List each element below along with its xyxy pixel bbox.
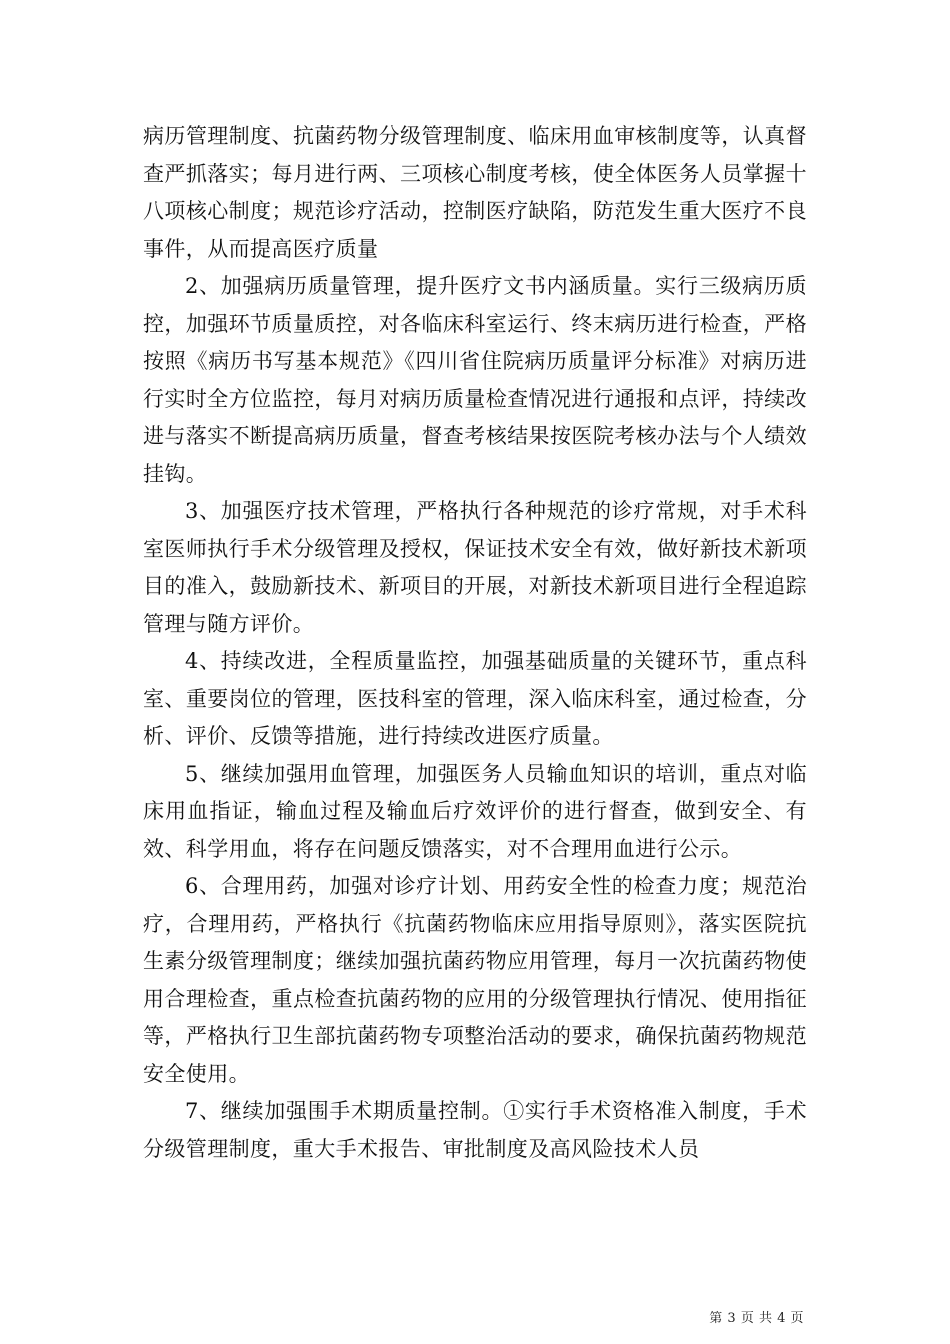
- paragraph-4: 4、持续改进，全程质量监控，加强基础质量的关键环节，重点科室、重要岗位的管理，医技科室的管理，深入临床科室，通过检查，分析、评价、反馈等措施，进行持续改进医疗质量。: [143, 649, 807, 748]
- paragraph-7: 7、继续加强围手术期质量控制。①实行手术资格准入制度，手术分级管理制度，重大手术报告、审批制度及高风险技术人员: [143, 1099, 807, 1161]
- paragraph-6: 6、合理用药，加强对诊疗计划、用药安全性的检查力度；规范治疗，合理用药，严格执行《抗菌药物临床应用指导原则》，落实医院抗生素分级管理制度；继续加强抗菌药物应用管理，每月一次抗菌药物使用合理检查，重点检查抗菌药物的应用的分级管理执行情况、使用指征等，严格执行卫生部抗菌药物专项整治活动的要求，确保抗菌药物规范安全使用。: [143, 874, 807, 1086]
- paragraph-continued: 病历管理制度、抗菌药物分级管理制度、临床用血审核制度等，认真督查严抓落实；每月进行两、三项核心制度考核，使全体医务人员掌握十八项核心制度；规范诊疗活动，控制医疗缺陷，防范发生重大医疗不良事件，从而提高医疗质量: [143, 124, 807, 261]
- document-body: [143, 118, 807, 1168]
- paragraph-3: 3、加强医疗技术管理，严格执行各种规范的诊疗常规，对手术科室医师执行手术分级管理及授权，保证技术安全有效，做好新技术新项目的准入，鼓励新技术、新项目的开展，对新技术新项目进行全程追踪管理与随方评价。: [143, 499, 807, 636]
- page-number: 第 3 页 共 4 页: [709, 1311, 804, 1326]
- paragraph-2: 2、加强病历质量管理，提升医疗文书内涵质量。实行三级病历质控，加强环节质量质控，对各临床科室运行、终末病历进行检查，严格按照《病历书写基本规范》《四川省住院病历质量评分标准》对病历进行实时全方位监控，每月对病历质量检查情况进行通报和点评，持续改进与落实不断提高病历质量，督查考核结果按医院考核办法与个人绩效挂钩。: [143, 274, 807, 486]
- paragraph-5: 5、继续加强用血管理，加强医务人员输血知识的培训，重点对临床用血指证，输血过程及输血后疗效评价的进行督查，做到安全、有效、科学用血，将存在问题反馈落实，对不合理用血进行公示。: [143, 761, 807, 861]
